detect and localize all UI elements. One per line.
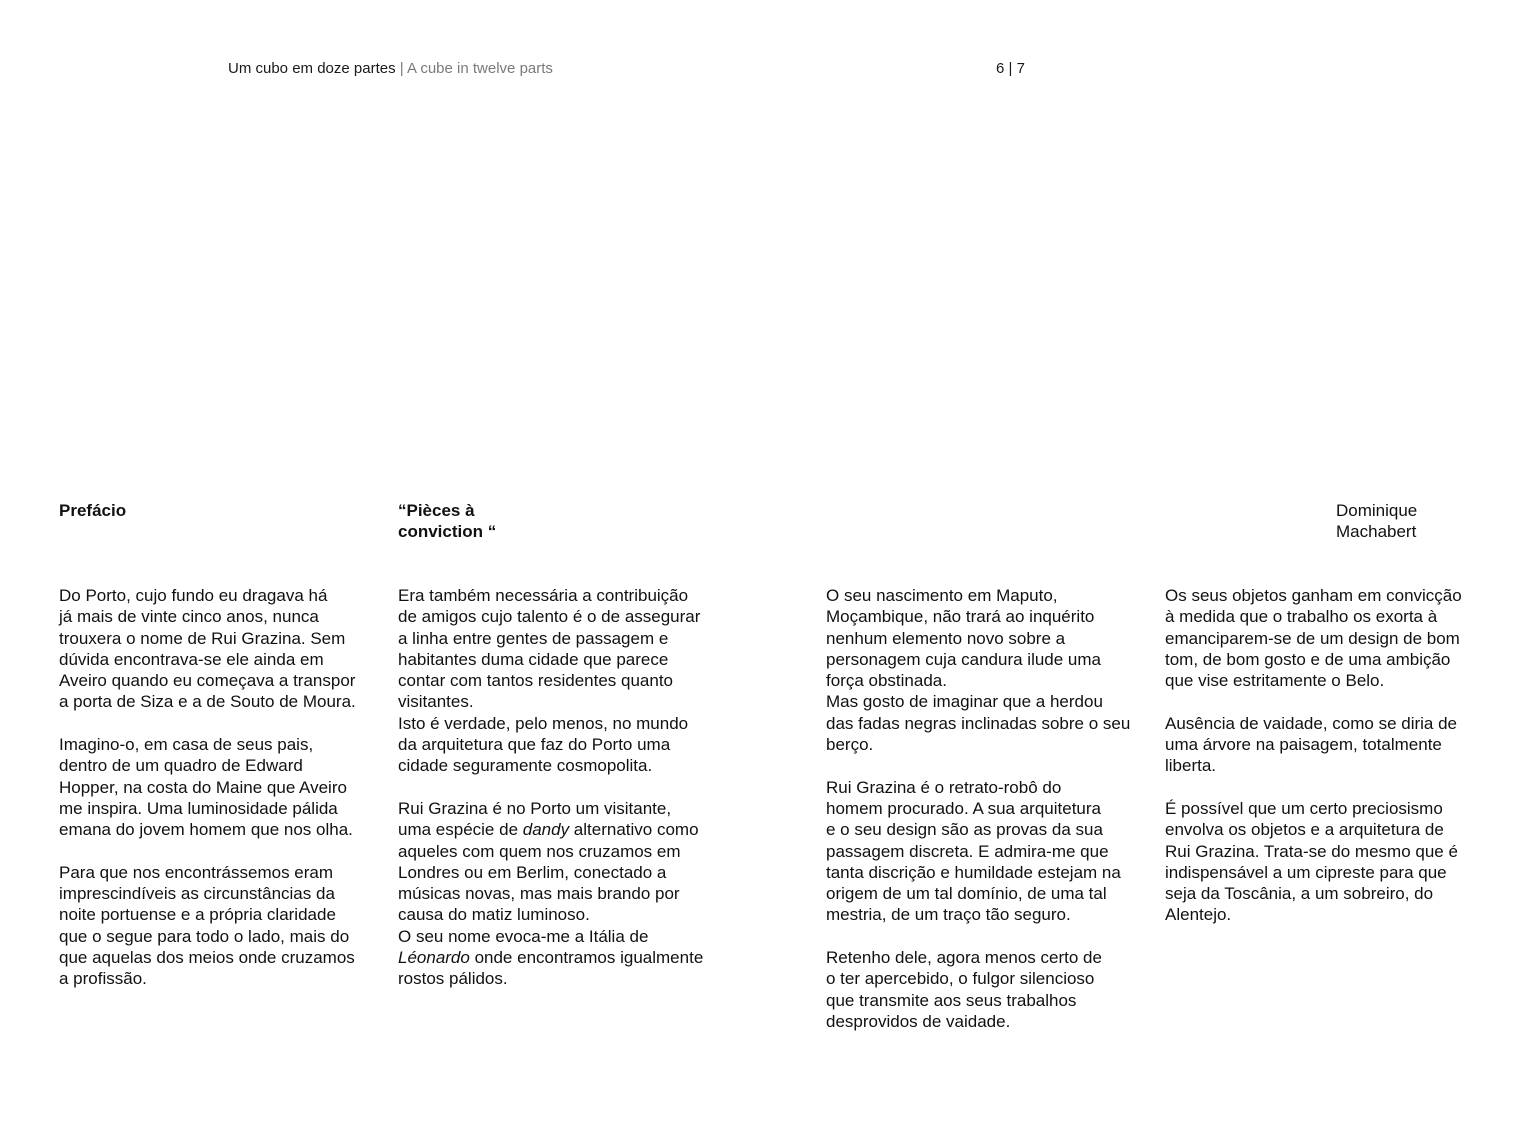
text-line: cidade seguramente cosmopolita.: [398, 756, 653, 776]
text-column-3: [826, 585, 1130, 1032]
text-line: causa do matiz luminoso.: [398, 905, 590, 925]
text-line: [398, 819, 703, 840]
text-line: indispensável a um cipreste para que: [1165, 862, 1447, 882]
text-line: personagem cuja candura ilude uma: [826, 649, 1102, 669]
italic-word-dandy: dandy: [522, 820, 570, 840]
text-run: uma espécie de: [398, 820, 523, 840]
text-line: Rui Grazina é no Porto um visitante,: [398, 798, 672, 818]
text-line: das fadas negras inclinadas sobre o seu: [826, 713, 1131, 733]
text-line: seja da Toscânia, a um sobreiro, do: [1165, 884, 1434, 904]
text-line: e o seu design são as provas da sua: [826, 820, 1103, 840]
text-line: Aveiro quando eu começava a transpor: [59, 671, 356, 691]
text-line: dúvida encontrava-se ele ainda em: [59, 649, 324, 669]
author-name: [1336, 500, 1417, 543]
text-line: nenhum elemento novo sobre a: [826, 628, 1066, 648]
text-line: me inspira. Uma luminosidade pálida: [59, 798, 338, 818]
text-line: da arquitetura que faz do Porto uma: [398, 735, 671, 755]
book-title-pt: Um cubo em doze partes: [228, 60, 396, 77]
text-run: onde encontramos igualmente: [469, 948, 704, 968]
text-line: Hopper, na costa do Maine que Aveiro: [59, 777, 347, 797]
section-heading-pieces: [398, 500, 496, 543]
section-heading-prefacio: Prefácio: [59, 501, 127, 520]
text-column-1: [59, 585, 356, 990]
text-line: Rui Grazina. Trata-se do mesmo que é: [1165, 841, 1458, 861]
text-line: Rui Grazina é o retrato-robô do: [826, 777, 1062, 797]
italic-word-leonardo: Léonardo: [398, 948, 470, 968]
text-line: Imagino-o, em casa de seus pais,: [59, 735, 314, 755]
text-line: tanta discrição e humildade estejam na: [826, 862, 1121, 882]
paragraph: [398, 798, 703, 990]
text-line: Retenho dele, agora menos certo de: [826, 948, 1102, 968]
text-line: a porta de Siza e a de Souto de Moura.: [59, 692, 356, 712]
text-line: já mais de vinte cinco anos, nunca: [59, 607, 319, 627]
text-line: a linha entre gentes de passagem e: [398, 628, 669, 648]
text-line: Moçambique, não trará ao inquérito: [826, 607, 1095, 627]
text-line: aqueles com quem nos cruzamos em: [398, 841, 681, 861]
text-line: o ter apercebido, o fulgor silencioso: [826, 969, 1095, 989]
text-line: força obstinada.: [826, 671, 947, 691]
author-first-name: Dominique: [1336, 501, 1418, 520]
text-line: Para que nos encontrássemos eram: [59, 862, 334, 882]
text-line: Do Porto, cujo fundo eu dragava há: [59, 586, 328, 605]
text-line: O seu nascimento em Maputo,: [826, 586, 1058, 605]
text-line: uma árvore na paisagem, totalmente: [1165, 735, 1442, 755]
text-line: contar com tantos residentes quanto: [398, 671, 673, 691]
text-line: Isto é verdade, pelo menos, no mundo: [398, 713, 689, 733]
text-line: que transmite aos seus trabalhos: [826, 990, 1077, 1010]
paragraph: [826, 947, 1130, 1032]
text-line: dentro de um quadro de Edward: [59, 756, 303, 776]
book-title-en: A cube in twelve parts: [407, 60, 553, 77]
text-line: trouxera o nome de Rui Grazina. Sem: [59, 628, 346, 648]
paragraph: [398, 585, 703, 777]
text-line: Londres ou em Berlim, conectado a: [398, 862, 667, 882]
text-line: noite portuense e a própria claridade: [59, 905, 336, 925]
text-line: Os seus objetos ganham em convicção: [1165, 586, 1462, 605]
text-line: emana do jovem homem que nos olha.: [59, 820, 353, 840]
text-line: Mas gosto de imaginar que a herdou: [826, 692, 1103, 712]
paragraph: [1165, 798, 1462, 926]
text-line: O seu nome evoca-me a Itália de: [398, 926, 649, 946]
text-lines-group: [398, 841, 703, 947]
text-line: emanciparem-se de um design de bom: [1165, 628, 1460, 648]
paragraph: [59, 734, 356, 840]
text-column-4: [1165, 585, 1462, 926]
text-line: Era também necessária a contribuição: [398, 586, 689, 605]
text-line: músicas novas, mas mais brando por: [398, 884, 680, 904]
text-line: homem procurado. A sua arquitetura: [826, 798, 1101, 818]
text-line: que vise estritamente o Belo.: [1165, 671, 1385, 691]
heading-line: “Pièces à: [398, 501, 475, 520]
text-line: que o segue para todo o lado, mais do: [59, 926, 350, 946]
text-line: envolva os objetos e a arquitetura de: [1165, 820, 1444, 840]
text-line: imprescindíveis as circunstâncias da: [59, 884, 335, 904]
text-line: que aquelas dos meios onde cruzamos: [59, 948, 355, 968]
text-line: origem de um tal domínio, de uma tal: [826, 884, 1107, 904]
author-last-name: Machabert: [1336, 522, 1417, 542]
text-line: mestria, de um traço tão seguro.: [826, 905, 1071, 925]
text-line: passagem discreta. E admira-me que: [826, 841, 1109, 861]
text-line: Alentejo.: [1165, 905, 1232, 925]
text-line: Ausência de vaidade, como se diria de: [1165, 713, 1458, 733]
running-header: [228, 60, 553, 77]
paragraph: [59, 862, 356, 990]
paragraph: [826, 777, 1130, 926]
text-line: habitantes duma cidade que parece: [398, 649, 669, 669]
text-column-2: [398, 585, 703, 990]
text-line: liberta.: [1165, 756, 1217, 776]
text-line: de amigos cujo talento é o de assegurar: [398, 607, 701, 627]
page-numbers: 6 | 7: [996, 60, 1025, 77]
text-line: à medida que o trabalho os exorta à: [1165, 607, 1438, 627]
title-separator: |: [399, 60, 404, 77]
paragraph: [826, 585, 1130, 755]
text-line: visitantes.: [398, 692, 474, 712]
heading-line: conviction “: [398, 522, 497, 542]
paragraph: [1165, 585, 1462, 691]
text-line: rostos pálidos.: [398, 969, 508, 989]
paragraph: [59, 585, 356, 713]
text-run: alternativo como: [569, 820, 699, 840]
text-line: a profissão.: [59, 969, 147, 989]
paragraph: [1165, 713, 1462, 777]
text-line: desprovidos de vaidade.: [826, 1011, 1011, 1031]
text-line: [398, 947, 703, 968]
text-line: tom, de bom gosto e de uma ambição: [1165, 649, 1451, 669]
text-line: É possível que um certo preciosismo: [1165, 798, 1443, 818]
text-line: berço.: [826, 735, 874, 755]
